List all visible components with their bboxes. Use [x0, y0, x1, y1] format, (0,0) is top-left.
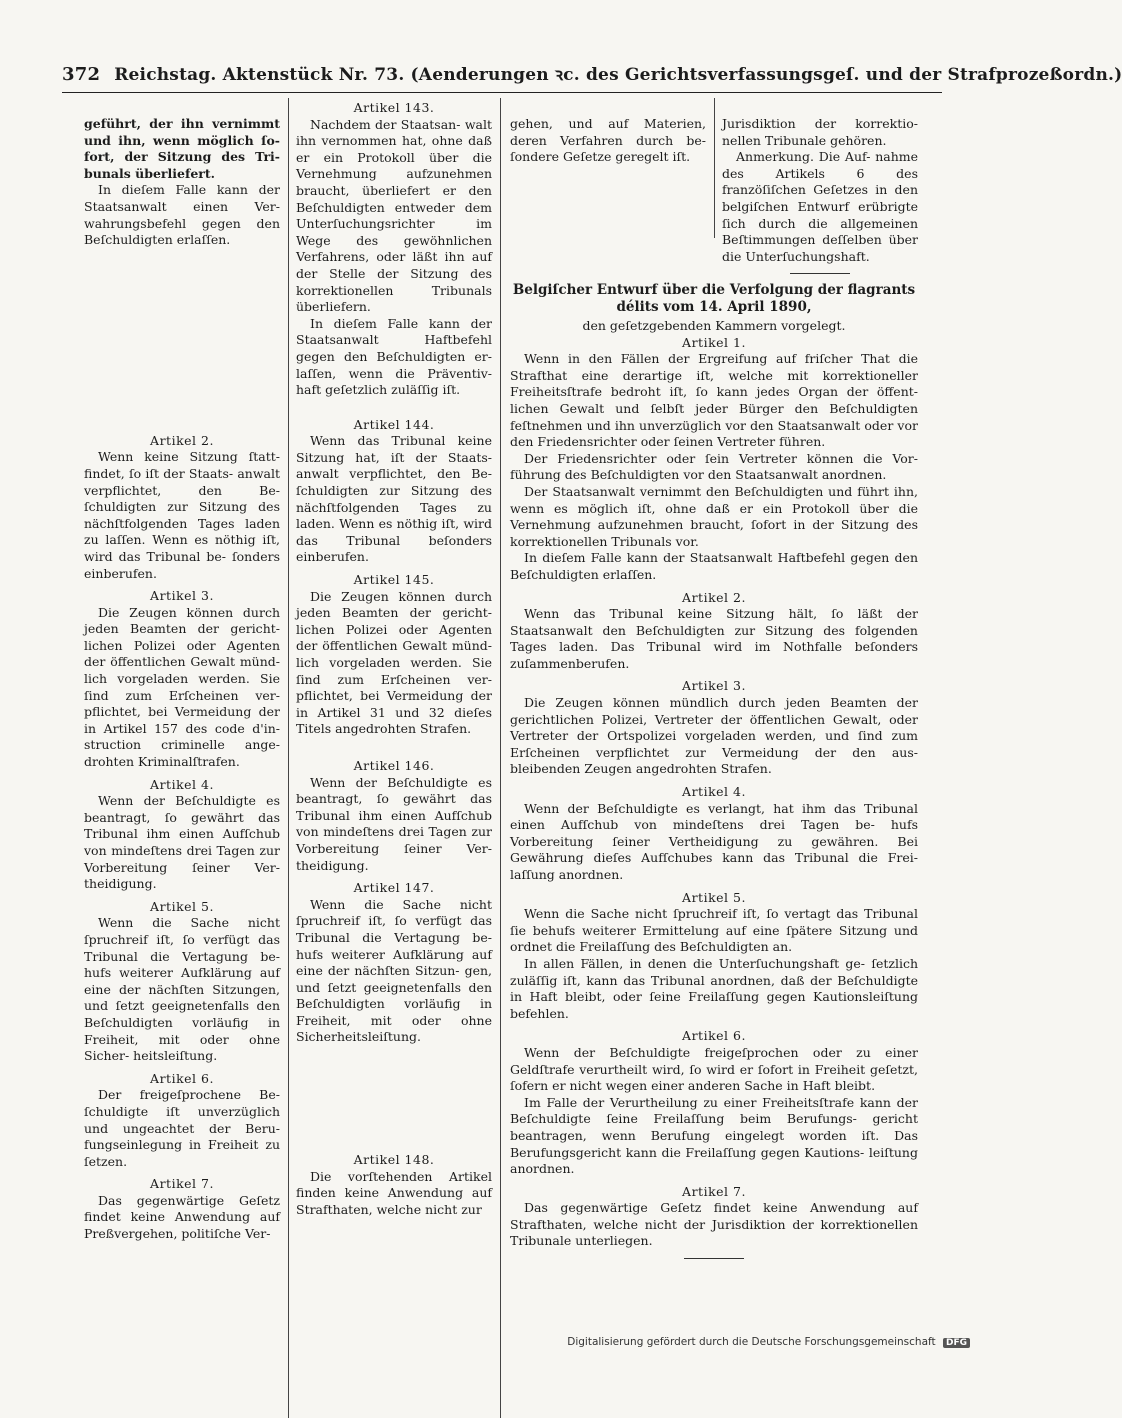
paragraph: Nachdem der Staatsan- walt ihn vernommen hat, ohne daß er ein Protokoll über die Vernehmung aufzunehmen braucht, überliefert er den Beſchuldigten entweder dem Unterſuchungsrichter im Wege des gewöhnlichen Verfahrens, oder läßt ihn auf der Stelle der Sitzung des korrektionellen Tribunals überliefern. — [296, 116, 492, 315]
paragraph: Im Falle der Verurtheilung zu einer Freiheitsſtrafe kann der Beſchuldigte ſeine Freilaſſung beim Berufungs- gericht beantragen, wenn Berufung eingelegt worden iſt. Das Berufungsgericht kann die Freilaſſung gegen Kautions- leiſtung anordnen. — [510, 1094, 918, 1177]
section-subtitle: den geſetzgebenden Kammern vorgelegt. — [582, 318, 846, 333]
paragraph: Das gegenwärtige Geſetz findet keine Anwendung auf Preßvergehen, politiſche Ver- — [84, 1192, 280, 1242]
section-rule — [684, 1258, 744, 1259]
paragraph: Der freigeſprochene Be- ſchuldigte iſt unverzüglich und ungeachtet der Beru- fungseinlegung in Freiheit zu ſetzen. — [84, 1087, 280, 1169]
paragraph: Das gegenwärtige Geſetz findet keine Anwendung auf Strafthaten, welche nicht der Jurisdiktion der korrektionellen Tribunale unterliegen. — [510, 1200, 918, 1249]
paragraph: Wenn in den Fällen der Ergreifung auf friſcher That die Strafthat eine derartige iſt, welche mit korrektioneller Freiheitsſtrafe bedroht iſt, ſo kann jedes Organ der öffent- lichen Gewalt und ſelbſt jeder Bürger den Beſchuldigten feſtnehmen und ihn unverzüglich vor den Staatsanwalt oder vor den Friedensrichter oder ſeinen Vertreter führen. — [510, 351, 918, 450]
paragraph: Die Zeugen können durch jeden Beamten der gericht- lichen Polizei oder Agenten der öffentlichen Gewalt münd- lich vorgeladen werden. Sie ſind zum Erſcheinen ver- pflichtet, bei Vermeidung der in Artikel 31 und 32 dieſes Titels angedrohten Strafen. — [296, 588, 492, 737]
column-3-top — [510, 116, 706, 166]
article-heading: Artikel 1. — [682, 334, 746, 350]
paragraph: geführt, der ihn vernimmt und ihn, wenn möglich ſo- fort, der Sitzung des Tri- bunals überliefert. — [84, 116, 280, 181]
article-heading: Artikel 6. — [682, 1028, 746, 1044]
column-4-top — [722, 116, 918, 282]
article-heading: Artikel 145. — [353, 572, 435, 588]
column-divider — [500, 98, 501, 1418]
article-heading: Artikel 143. — [353, 100, 435, 115]
paragraph: Wenn der Beſchuldigte es beantragt, ſo gewährt das Tribunal ihm einen Aufſchub von mindeſtens drei Tagen zur Vorbereitung ſeiner Ver- theidigung. — [84, 793, 280, 892]
article-heading: Artikel 5. — [682, 889, 746, 905]
article-heading: Artikel 2. — [150, 432, 214, 448]
column-2 — [296, 100, 492, 1218]
paragraph: Jurisdiktion der korrektio- nellen Tribunale gehören. — [722, 116, 918, 148]
section-rule — [790, 273, 850, 274]
paragraph: Wenn das Tribunal keine Sitzung hat, iſt der Staats- anwalt verpflichtet, den Be- ſchuldigten zur Sitzung des nächſtfolgenden Tages zu laden. Wenn es nöthig iſt, wird das Tribunal beſonders einberufen. — [296, 433, 492, 565]
column-divider — [714, 98, 715, 238]
paragraph: In allen Fällen, in denen die Unterſuchungshaft ge- ſetzlich zuläſſig iſt, kann das Tribunal anordnen, daß der Beſchuldigte in Haft bleibt, oder ſeine Freilaſſung gegen Kautionsleiſtung befehlen. — [510, 955, 918, 1021]
paragraph: In dieſem Falle kann der Staatsanwalt Haftbefehl gegen den Beſchuldigten erlaſſen. — [510, 550, 918, 582]
paragraph: gehen, und auf Materien, deren Verfahren durch be- ſondere Geſetze geregelt iſt. — [510, 116, 706, 165]
article-heading: Artikel 7. — [150, 1176, 214, 1192]
article-heading: Artikel 4. — [682, 784, 746, 800]
article-heading: Artikel 2. — [682, 589, 746, 605]
annotation-note: Anmerkung. Die Auf- nahme des Artikels 6 des franzöſiſchen Geſetzes in den belgiſchen Entwurf erübrigte ſich durch die allgemeinen Beſtimmungen deſſelben über die Unterſuchungshaft. — [722, 149, 918, 264]
page-number: 372 — [62, 64, 101, 85]
article-heading: Artikel 144. — [353, 416, 435, 432]
paragraph: Die Zeugen können mündlich durch jeden Beamten der gerichtlichen Polizei, Vertreter der öffentlichen Gewalt, oder Vertreter der Ortspolizei vorgeladen werden, und ſind zum Erſcheinen verpflichtet zur Vermeidung der den aus- bleibenden Zeugen angedrohten Strafen. — [510, 695, 918, 777]
article-heading: Artikel 146. — [353, 757, 435, 773]
paragraph: Der Staatsanwalt vernimmt den Beſchuldigten und führt ihn, wenn es möglich iſt, ohne daß er ein Protokoll über die Vernehmung aufzunehmen braucht, ſofort in der Sitzung des korrektionellen Tribunals vor. — [510, 483, 918, 549]
article-heading: Artikel 3. — [682, 678, 746, 694]
paragraph: In dieſem Falle kann der Staatsanwalt einen Ver- wahrungsbefehl gegen den Beſchuldigten erlaſſen. — [84, 182, 280, 248]
article-heading: Artikel 4. — [150, 776, 214, 792]
paragraph: Der Friedensrichter oder ſein Vertreter können die Vor- führung des Beſchuldigten vor den Staatsanwalt anordnen. — [510, 450, 918, 483]
running-title: Reichstag. Aktenstück Nr. 73. (Aenderungen ꝛc. des Gerichtsverfassungsgeſ. und der Strafprozeßordn.) — [114, 65, 1122, 85]
dfg-logo: DFG — [943, 1338, 970, 1348]
article-heading: Artikel 5. — [150, 898, 214, 914]
paragraph: In dieſem Falle kann der Staatsanwalt Haftbefehl gegen den Beſchuldigten er- laſſen, wenn die Präventiv- haft geſetzlich zuläſſig iſt. — [296, 315, 492, 398]
article-heading: Artikel 148. — [353, 1152, 435, 1168]
page-header — [62, 62, 1122, 88]
column-1 — [84, 116, 280, 1243]
section-title: Belgiſcher Entwurf über die Verfolgung der flagrants délits vom 14. April 1890, — [512, 282, 916, 315]
paragraph: Wenn die Sache nicht ſpruchreif iſt, ſo verfügt das Tribunal die Vertagung be- hufs weiterer Aufklärung auf eine der nächſten Sitzungen, und ſetzt geeignetenfalls den Beſchuldigten vorläufig in Freiheit, mit oder ohne Sicher- heitsleiſtung. — [84, 915, 280, 1064]
paragraph: Wenn die Sache nicht ſpruchreif iſt, ſo verfügt das Tribunal die Vertagung be- hufs weiterer Aufklärung auf eine der nächſten Sitzun- gen, und ſetzt geeignetenfalls den Beſchuldigten vorläufig in Freiheit, mit oder ohne Sicherheitsleiſtung. — [296, 896, 492, 1045]
column-divider — [288, 98, 289, 1418]
paragraph: Wenn keine Sitzung ſtatt- findet, ſo iſt der Staats- anwalt verpflichtet, den Be- ſchuldigten zur Sitzung des nächſtfolgenden Tages laden zu laſſen. Wenn es nöthig iſt, wird das Tribunal be- ſonders einberufen. — [84, 449, 280, 581]
paragraph: Wenn der Beſchuldigte es verlangt, hat ihm das Tribunal einen Aufſchub von mindeſtens drei Tagen be- hufs Vorbereitung ſeiner Vertheidigung zu gewähren. Bei Gewährung dieſes Aufſchubes kann das Tribunal die Frei- laſſung anordnen. — [510, 800, 918, 882]
paragraph: Wenn die Sache nicht ſpruchreif iſt, ſo vertagt das Tribunal ſie behufs weiterer Ermittelung auf eine ſpätere Sitzung und ordnet die Freilaſſung des Beſchuldigten an. — [510, 906, 918, 955]
footer-text: Digitalisierung gefördert durch die Deutsche Forschungsgemeinschaft — [567, 1336, 936, 1348]
paragraph: Wenn das Tribunal keine Sitzung hält, ſo läßt der Staatsanwalt den Beſchuldigten zur Sitzung des folgenden Tages laden. Das Tribunal wird im Nothfalle beſonders zuſammenberufen. — [510, 606, 918, 671]
article-heading: Artikel 147. — [353, 880, 435, 896]
digitization-footer — [567, 1336, 970, 1348]
belgian-draft-section — [510, 282, 918, 1267]
paragraph: Wenn der Beſchuldigte es beantragt, ſo gewährt das Tribunal ihm einen Aufſchub von mindeſtens drei Tagen zur Vorbereitung ſeiner Ver- theidigung. — [296, 774, 492, 873]
article-heading: Artikel 3. — [150, 588, 214, 604]
header-rule — [62, 92, 942, 93]
paragraph: Die Zeugen können durch jeden Beamten der gericht- lichen Polizei oder Agenten der öffentlichen Gewalt münd- lich vorgeladen werden. Sie ſind zum Erſcheinen ver- pflichtet, bei Vermeidung der in Artikel 157 des code d'in- struction criminelle ange- drohten Kriminalſtrafen. — [84, 604, 280, 770]
article-heading: Artikel 6. — [150, 1070, 214, 1086]
article-heading: Artikel 7. — [682, 1183, 746, 1199]
paragraph: Wenn der Beſchuldigte freigeſprochen oder zu einer Geldſtrafe verurtheilt wird, ſo wird er ſofort in Freiheit geſetzt, ſofern er nicht wegen einer anderen Sache in Haft bleibt. — [510, 1044, 918, 1094]
paragraph: Die vorſtehenden Artikel finden keine Anwendung auf Strafthaten, welche nicht zur — [296, 1168, 492, 1217]
